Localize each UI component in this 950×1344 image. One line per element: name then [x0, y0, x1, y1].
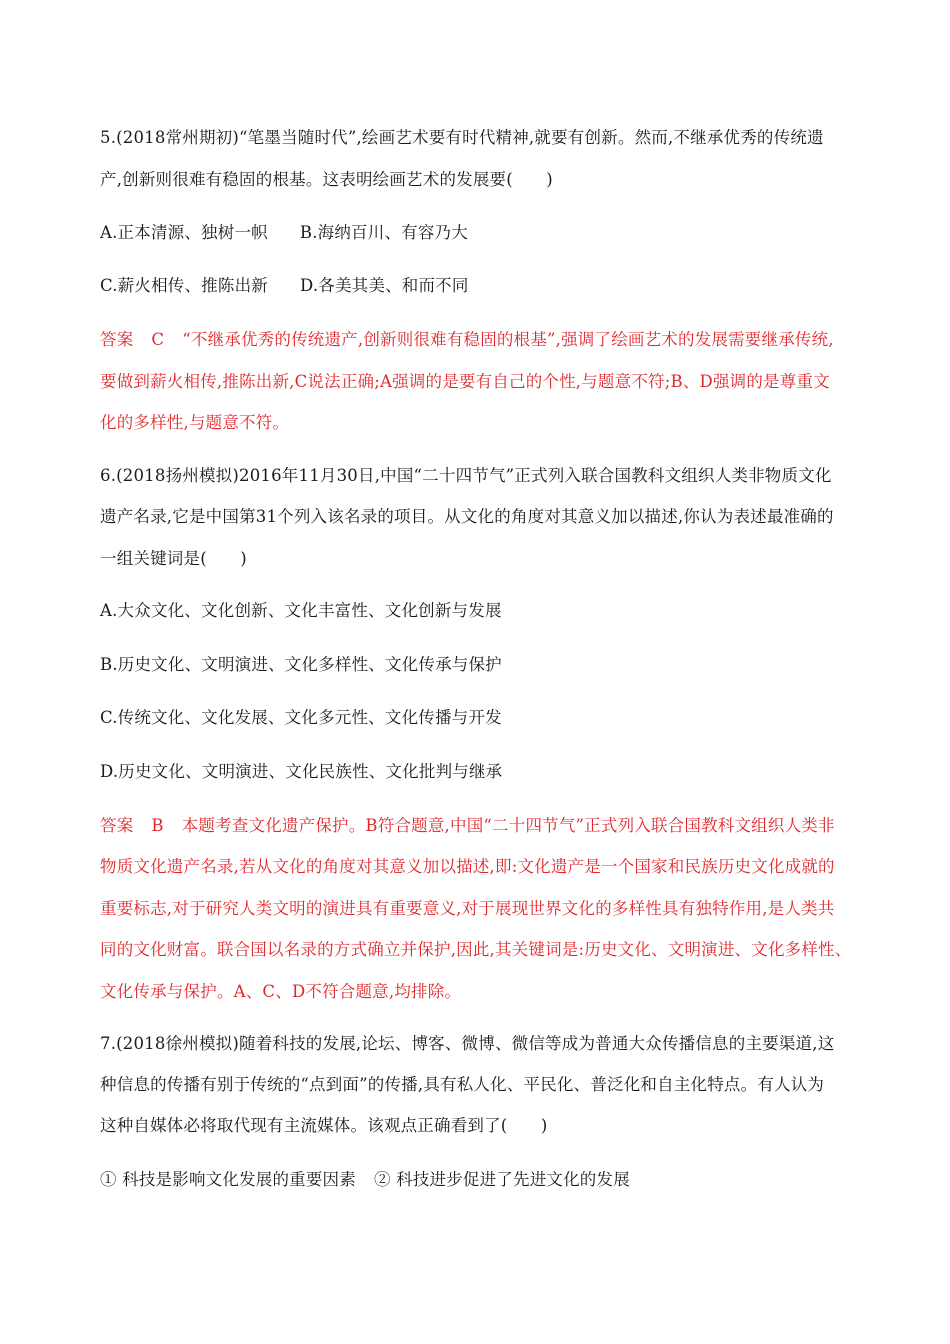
q7-item-1: ① 科技是影响文化发展的重要因素	[100, 1170, 356, 1189]
q6-stem-line-3: 一组关键词是( )	[100, 549, 247, 568]
q6-option-d: D.历史文化、文明演进、文化民族性、文化批判与继承	[100, 762, 503, 781]
q5-answer-text-1: “不继承优秀的传统遗产,创新则很难有稳固的根基”,强调了绘画艺术的发展需要继承传统,	[182, 330, 834, 349]
q5-answer-line-1	[100, 330, 834, 350]
q5-answer-letter: C	[151, 330, 165, 349]
q6-option-a: A.大众文化、文化创新、文化丰富性、文化创新与发展	[100, 601, 502, 620]
q6-answer-line-2: 物质文化遗产名录,若从文化的角度对其意义加以描述,即:文化遗产是一个国家和民族历史文化成就的	[100, 857, 835, 876]
q5-stem-line-2: 产,创新则很难有稳固的根基。这表明绘画艺术的发展要( )	[100, 170, 553, 189]
q5-answer-line-3: 化的多样性,与题意不符。	[100, 413, 290, 432]
q6-option-b: B.历史文化、文明演进、文化多样性、文化传承与保护	[100, 655, 502, 674]
q5-option-a: A.正本清源、独树一帜	[100, 223, 268, 242]
q6-option-c: C.传统文化、文化发展、文化多元性、文化传播与开发	[100, 708, 502, 727]
q7-stem-line-1: 7.(2018徐州模拟)随着科技的发展,论坛、博客、微博、微信等成为普通大众传播信息的主要渠道,这	[100, 1034, 835, 1053]
q5-options-row-1	[100, 223, 468, 243]
q6-answer-line-1	[100, 816, 835, 836]
q6-stem-line-1: 6.(2018扬州模拟)2016年11月30日,中国“二十四节气”正式列入联合国教科文组织人类非物质文化	[100, 466, 832, 485]
q6-answer-line-4: 同的文化财富。联合国以名录的方式确立并保护,因此,其关键词是:历史文化、文明演进、文化多样性、	[100, 940, 852, 959]
q6-stem-line-2: 遗产名录,它是中国第31个列入该名录的项目。从文化的角度对其意义加以描述,你认为表述最准确的	[100, 507, 834, 526]
q5-option-c: C.薪火相传、推陈出新	[100, 276, 268, 295]
q7-stem-line-2: 种信息的传播有别于传统的“点到面”的传播,具有私人化、平民化、普泛化和自主化特点。有人认为	[100, 1075, 825, 1094]
q5-stem-line-1: 5.(2018常州期初)“笔墨当随时代”,绘画艺术要有时代精神,就要有创新。然而,不继承优秀的传统遗	[100, 128, 824, 147]
q6-answer-letter: B	[151, 816, 164, 835]
q5-answer-label: 答案	[100, 330, 134, 349]
q7-items-row	[100, 1170, 630, 1190]
q5-answer-line-2: 要做到薪火相传,推陈出新,C说法正确;A强调的是要有自己的个性,与题意不符;B、D强调的是尊重文	[100, 372, 830, 391]
q5-options-row-2	[100, 276, 469, 296]
q6-answer-label: 答案	[100, 816, 134, 835]
q7-item-2: ② 科技进步促进了先进文化的发展	[373, 1170, 630, 1189]
q5-option-d: D.各美其美、和而不同	[299, 276, 469, 295]
q6-answer-line-3: 重要标志,对于研究人类文明的演进具有重要意义,对于展现世界文化的多样性具有独特作用,是人类共	[100, 899, 835, 918]
q7-stem-line-3: 这种自媒体必将取代现有主流媒体。该观点正确看到了( )	[100, 1116, 548, 1135]
q5-option-b: B.海纳百川、有容乃大	[299, 223, 468, 242]
q6-answer-text-1: 本题考查文化遗产保护。B符合题意,中国“二十四节气”正式列入联合国教科文组织人类非	[181, 816, 835, 835]
q6-answer-line-5: 文化传承与保护。A、C、D不符合题意,均排除。	[100, 982, 462, 1001]
